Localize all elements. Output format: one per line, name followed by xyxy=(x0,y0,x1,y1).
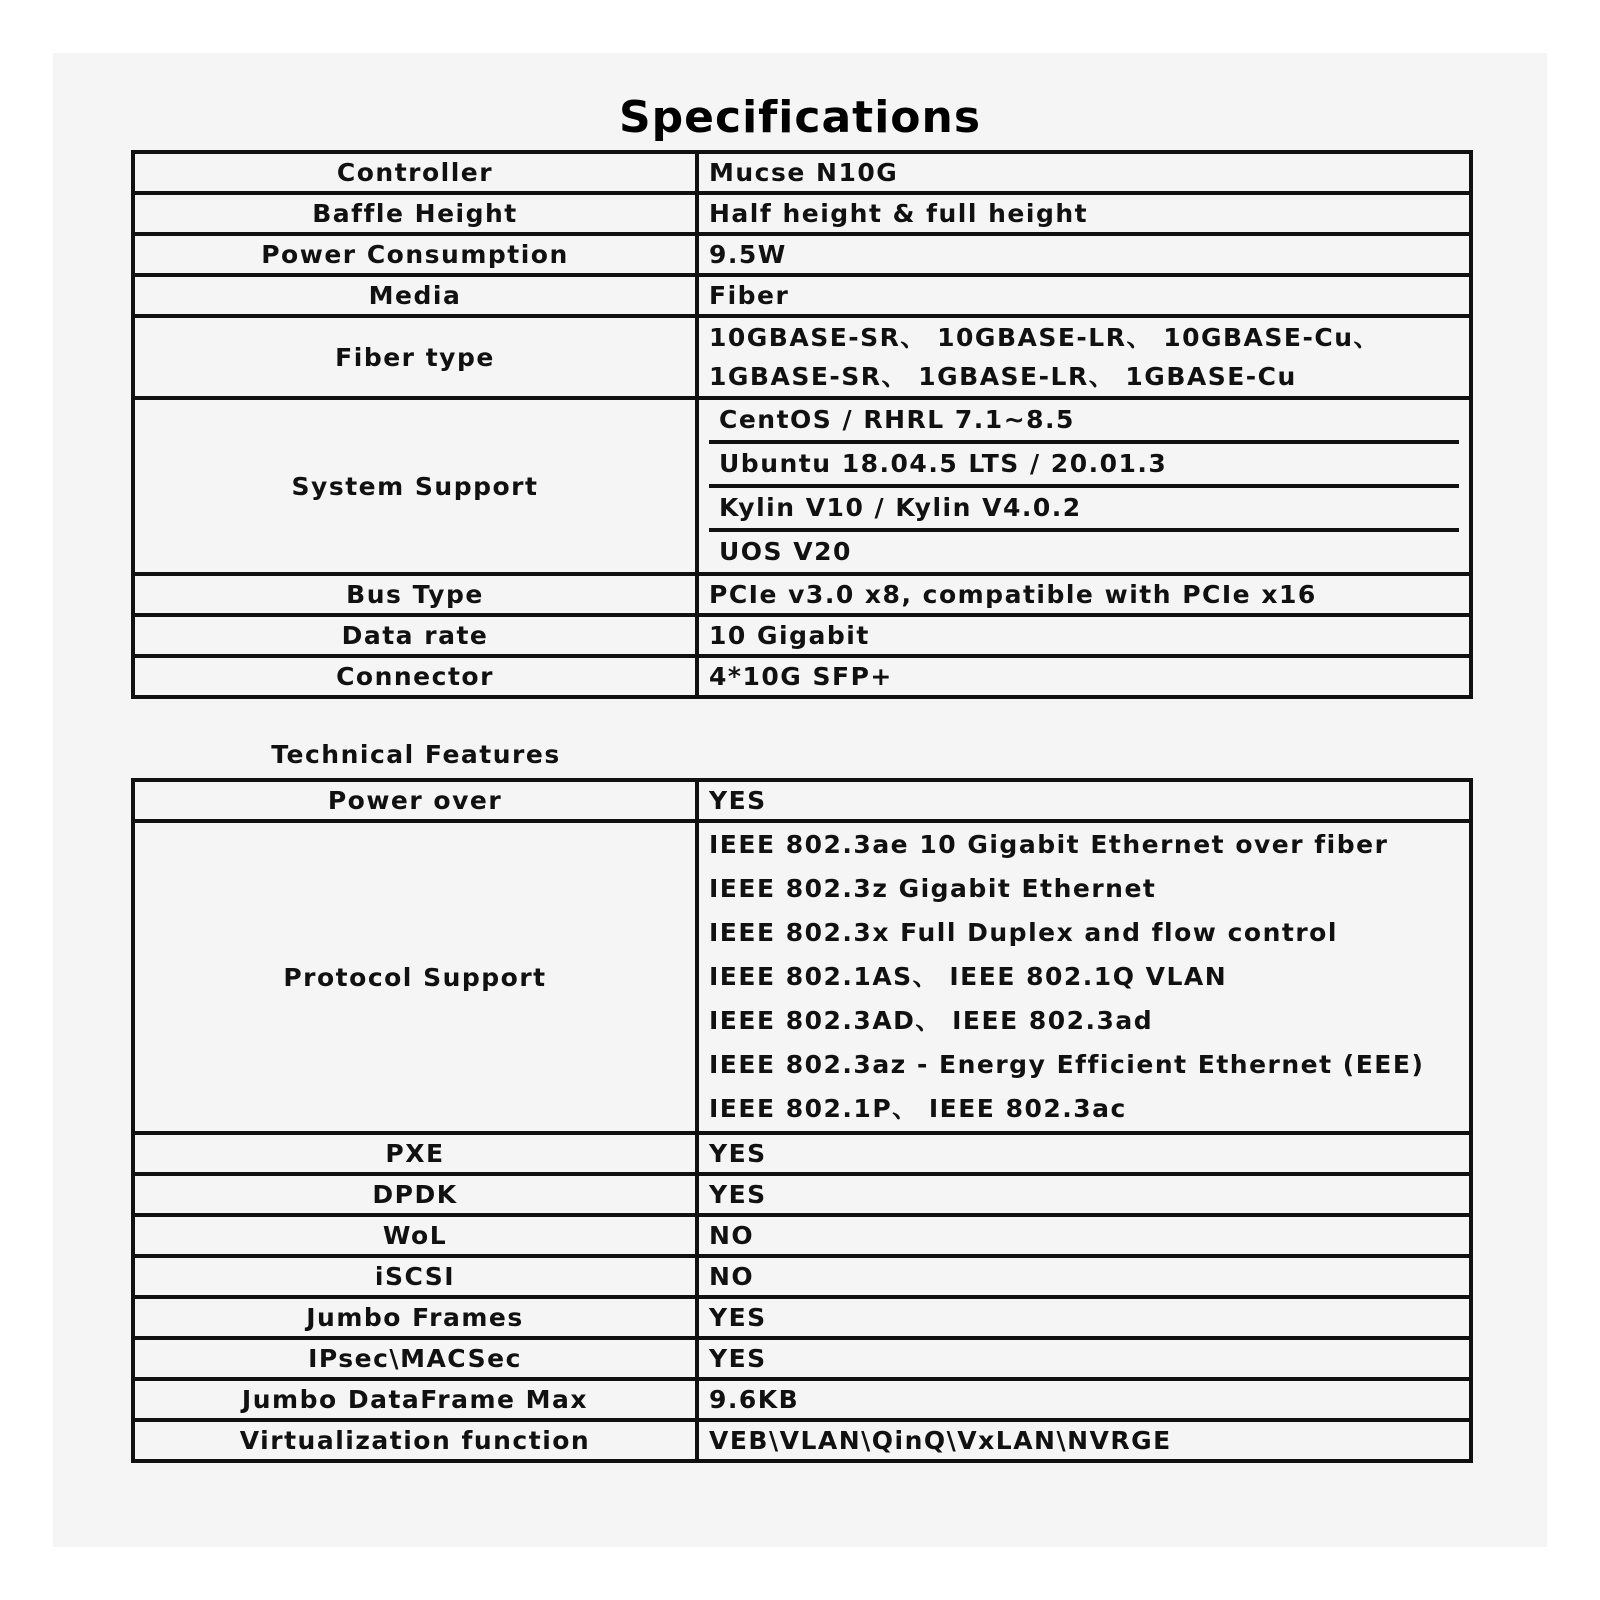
feature-label: WoL xyxy=(133,1215,697,1256)
spec-label: Controller xyxy=(133,152,697,193)
spec-value-line: Ubuntu 18.04.5 LTS / 20.01.3 xyxy=(709,440,1459,484)
table-row xyxy=(133,574,1471,615)
feature-label: DPDK xyxy=(133,1174,697,1215)
spec-label: Baffle Height xyxy=(133,193,697,234)
feature-label: Virtualization function xyxy=(133,1420,697,1461)
table-row xyxy=(133,275,1471,316)
table-row xyxy=(133,1420,1471,1461)
feature-value: YES xyxy=(697,1338,1471,1379)
table-row xyxy=(133,1297,1471,1338)
table-row xyxy=(133,1174,1471,1215)
spec-label: Power Consumption xyxy=(133,234,697,275)
spec-value-line: 10GBASE-SR、 10GBASE-LR、 10GBASE-Cu、 xyxy=(709,323,1381,352)
section-heading: Technical Features xyxy=(271,740,561,769)
technical-features-table xyxy=(131,778,1473,1463)
table-row xyxy=(133,1338,1471,1379)
feature-label: Power over xyxy=(133,780,697,821)
spec-value: 4*10G SFP+ xyxy=(697,656,1471,697)
feature-value-line: IEEE 802.1AS、 IEEE 802.1Q VLAN xyxy=(709,962,1228,991)
spec-label: Bus Type xyxy=(133,574,697,615)
table-row xyxy=(133,656,1471,697)
table-row xyxy=(133,1133,1471,1174)
spec-label: System Support xyxy=(133,398,697,574)
feature-label: Protocol Support xyxy=(133,821,697,1133)
feature-label: IPsec\MACSec xyxy=(133,1338,697,1379)
spec-label: Data rate xyxy=(133,615,697,656)
spec-value: 10 Gigabit xyxy=(697,615,1471,656)
spec-value: Fiber xyxy=(697,275,1471,316)
spec-label: Media xyxy=(133,275,697,316)
feature-value: VEB\VLAN\QinQ\VxLAN\NVRGE xyxy=(697,1420,1471,1461)
feature-value-line: IEEE 802.3az - Energy Efficient Ethernet (EEE) xyxy=(709,1050,1425,1079)
table-row xyxy=(133,780,1471,821)
spec-value: Half height & full height xyxy=(697,193,1471,234)
table-row xyxy=(133,1256,1471,1297)
spec-value: PCIe v3.0 x8, compatible with PCIe x16 xyxy=(697,574,1471,615)
table-row xyxy=(133,193,1471,234)
table-row xyxy=(133,821,1471,1133)
specifications-table xyxy=(131,150,1473,699)
table-row xyxy=(133,615,1471,656)
spec-value-line: 1GBASE-SR、 1GBASE-LR、 1GBASE-Cu xyxy=(709,362,1297,391)
table-row xyxy=(133,316,1471,398)
feature-label: PXE xyxy=(133,1133,697,1174)
spec-value-line: CentOS / RHRL 7.1~8.5 xyxy=(719,405,1075,434)
feature-value-line: IEEE 802.3z Gigabit Ethernet xyxy=(709,874,1157,903)
feature-value: NO xyxy=(697,1256,1471,1297)
spec-label: Fiber type xyxy=(133,316,697,398)
feature-value: YES xyxy=(697,1174,1471,1215)
feature-value: YES xyxy=(697,1297,1471,1338)
feature-value xyxy=(697,821,1471,1133)
spec-value xyxy=(697,398,1471,574)
feature-value: YES xyxy=(697,1133,1471,1174)
feature-value-line: IEEE 802.3ae 10 Gigabit Ethernet over fiber xyxy=(709,830,1389,859)
feature-value: YES xyxy=(697,780,1471,821)
table-row xyxy=(133,152,1471,193)
spec-value: Mucse N10G xyxy=(697,152,1471,193)
page-title: Specifications xyxy=(618,92,982,143)
feature-value: 9.6KB xyxy=(697,1379,1471,1420)
feature-label: Jumbo DataFrame Max xyxy=(133,1379,697,1420)
spec-value-line: UOS V20 xyxy=(709,528,1459,572)
feature-value: NO xyxy=(697,1215,1471,1256)
feature-value-line: IEEE 802.3AD、 IEEE 802.3ad xyxy=(709,1006,1154,1035)
spec-value: 9.5W xyxy=(697,234,1471,275)
feature-value-line: IEEE 802.3x Full Duplex and flow control xyxy=(709,918,1338,947)
spec-label: Connector xyxy=(133,656,697,697)
spec-value xyxy=(697,316,1471,398)
table-row xyxy=(133,1379,1471,1420)
table-row xyxy=(133,1215,1471,1256)
table-row xyxy=(133,398,1471,574)
spec-value-line: Kylin V10 / Kylin V4.0.2 xyxy=(709,484,1459,528)
table-row xyxy=(133,234,1471,275)
feature-label: iSCSI xyxy=(133,1256,697,1297)
feature-value-line: IEEE 802.1P、 IEEE 802.3ac xyxy=(709,1094,1127,1123)
feature-label: Jumbo Frames xyxy=(133,1297,697,1338)
